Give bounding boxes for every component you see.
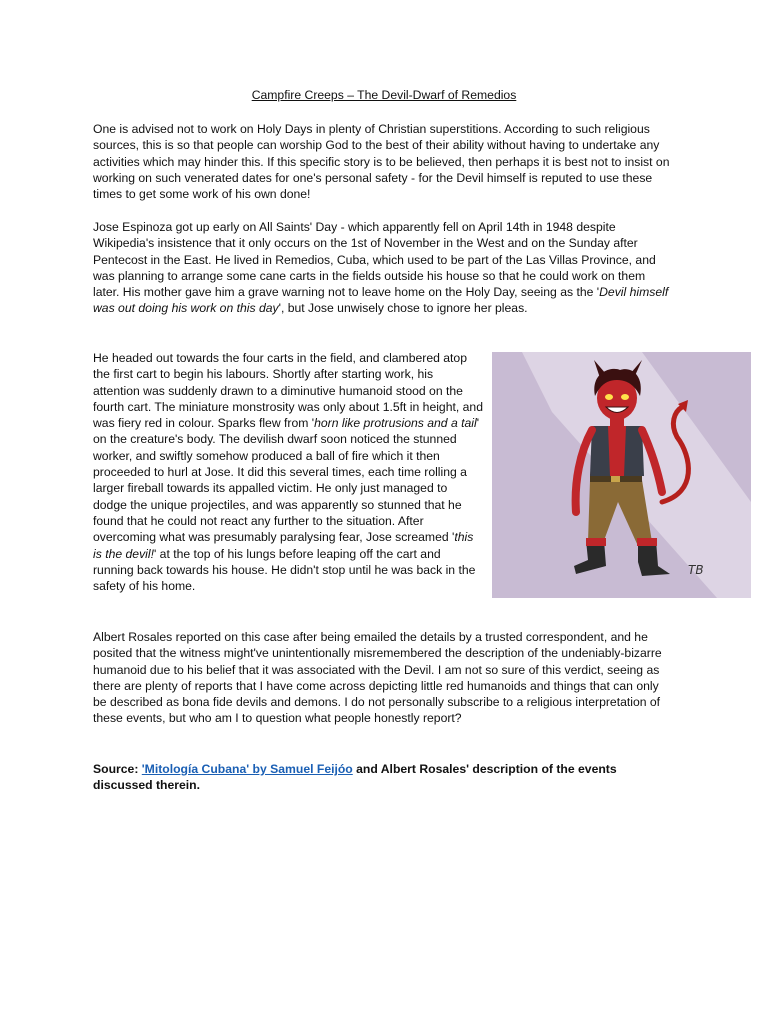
quote-text: this is the devil!: [93, 530, 474, 561]
paragraph-text: ', but Jose unwisely chose to ignore her pleas.: [278, 301, 528, 316]
paragraph-text: He headed out towards the four carts in the field, and clambered atop the first cart to begin his labours. Shortly after starting work, his attention was suddenly drawn to a diminutive humanoid stood on the fourth cart. The miniature monstrosity was only about 1.5ft in height, and was fiery red in colour. Sparks flew from ': [93, 351, 483, 431]
source-description: and Albert Rosales' description of the events discussed therein.: [93, 762, 617, 793]
devil-dwarf-illustration: [492, 352, 751, 598]
quote-text: Devil himself was out doing his work on this day: [93, 285, 669, 316]
paragraph-text: Jose Espinoza got up early on All Saints' Day - which apparently fell on April 14th in 1948 despite Wikipedia's insistence that it only occurs on the 1st of November in the West and on the Sunday after Pentecost in the East. He lived in Remedios, Cuba, which used to be part of the Las Villas Province, and was planning to arrange some cane carts in the fields outside his house so that he could work on them later. His mother gave him a grave warning not to leave home on the Holy Day, seeing as the ': [93, 220, 656, 300]
artist-signature: TB: [688, 563, 704, 577]
paragraph-analysis: Albert Rosales reported on this case after being emailed the details by a trusted correspondent, and he posited that the witness might've unintentionally misremembered the description of the undeniably-bizarre humanoid due to his belief that it was associated with the Devil. I am not so sure of this verdict, seeing as there are plenty of reports that I have come across depicting little red humanoids and things that can only be described as bona fide devils and demons. I do not personally subscribe to a religious interpretation of these events, but who am I to question what people honestly report?: [93, 630, 662, 726]
page-title: Campfire Creeps – The Devil-Dwarf of Remedios: [251, 88, 517, 102]
quote-text: horn like protrusions and a tail: [314, 416, 477, 431]
paragraph-intro: One is advised not to work on Holy Days in plenty of Christian superstitions. According to such religious sources, this is so that people can worship God to the best of their ability without having to undertake any activities which may hinder this. If this specific story is to be believed, then perhaps it is best not to insist on working on such venerated dates for one's personal safety - for the Devil himself is reputed to use these times to get some work of his own done!: [93, 122, 670, 202]
paragraph-source: [93, 761, 675, 794]
paragraph-story-setup: [93, 219, 673, 317]
source-label: Source:: [93, 762, 139, 776]
source-link[interactable]: 'Mitología Cubana' by Samuel Feijóo: [141, 762, 353, 776]
paragraph-encounter: [93, 350, 483, 594]
paragraph-text: ' on the creature's body. The devilish dwarf soon noticed the stunned worker, and swiftly somehow produced a ball of fire which it then proceeded to hurl at Jose. It did this several times, each time rolling a larger fireball towards its appalled victim. He only just managed to dodge the unique projectiles, and was apparently so stunned that he found that he could not react any further to the situation. After overcoming what was presumably paralysing fear, Jose screamed ': [93, 416, 480, 545]
devil-dwarf-drawing: [492, 352, 751, 598]
paragraph-text: ' at the top of his lungs before leaping off the cart and running back towards his house. He didn't stop until he was back in the safety of his home.: [93, 546, 476, 594]
